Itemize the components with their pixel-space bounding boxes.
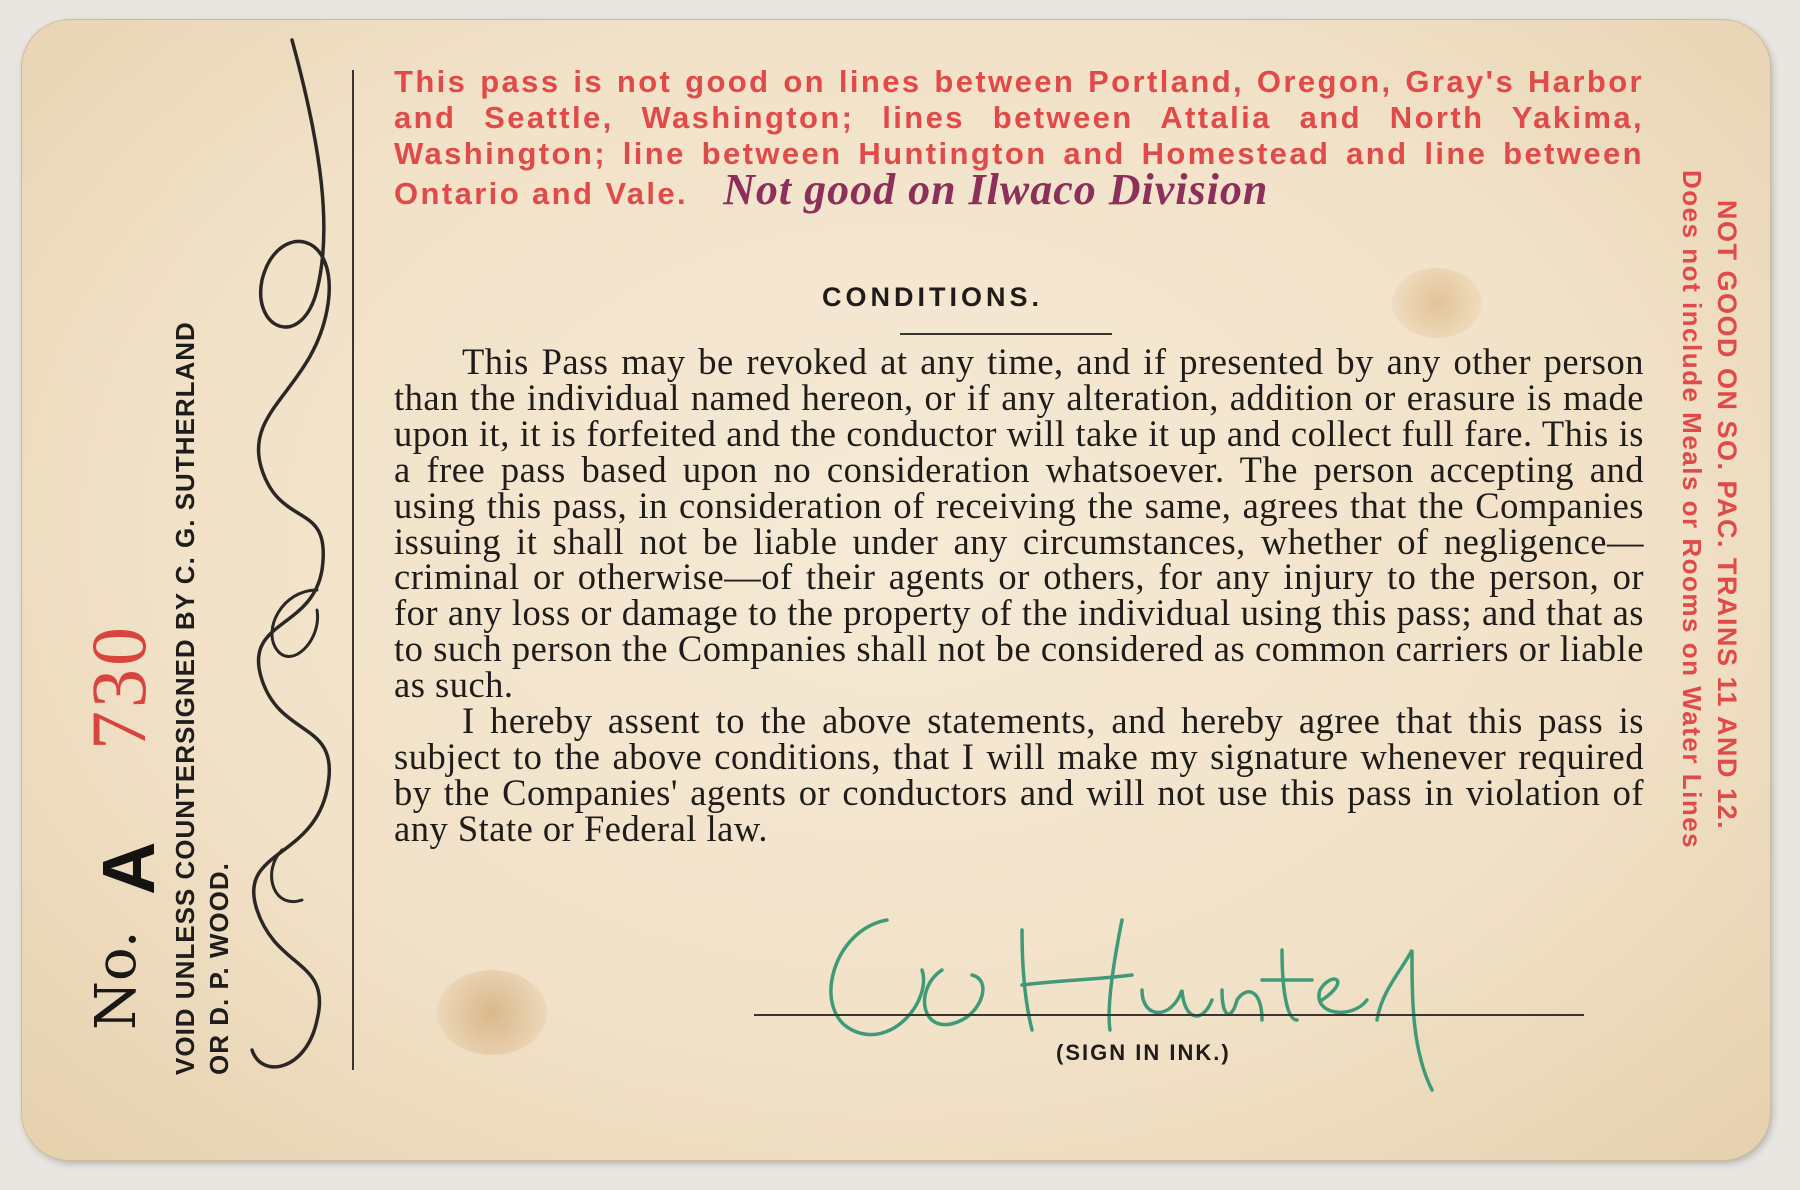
railroad-pass-card	[22, 20, 1770, 1160]
restriction-notice	[394, 64, 1644, 212]
void-unless-countersigned-text: VOID UNLESS COUNTERSIGNED BY C. G. SUTHERLAND	[170, 321, 200, 1075]
pass-number: 730	[75, 624, 162, 750]
countersignature-image	[222, 30, 362, 1110]
ilwaco-division-stamp: Not good on Ilwaco Division	[723, 165, 1269, 214]
meals-rooms-note: Does not include Meals or Rooms on Water Lines	[1677, 170, 1707, 850]
pass-number-label: No.	[84, 930, 149, 1030]
signature-line	[754, 1014, 1584, 1016]
assent-paragraph: I hereby assent to the above statements, and hereby agree that this pass is subject to the above conditions, that I will make my signature whenever required by the Companies' agents or conductors and will not use this pass in violation of any State or Federal law.	[394, 700, 1644, 849]
stain-mark	[437, 970, 547, 1055]
conditions-body	[394, 341, 1644, 849]
conditions-divider	[900, 333, 1112, 335]
pass-series-letter: A	[87, 841, 170, 895]
countersigner-alternate-text: OR D. P. WOOD.	[204, 862, 234, 1075]
sign-in-ink-label: (SIGN IN INK.)	[1056, 1040, 1231, 1065]
stain-mark	[1392, 268, 1482, 338]
conditions-paragraph: This Pass may be revoked at any time, and if presented by any other person than the individual named hereon, or if any alteration, addition or erasure is made upon it, it is forfeited and the conductor will take it up and collect full fare. This is a free pass based upon no consideration whatsoever. The person accepting and using this pass, in consideration of receiving the same, agrees that the Companies issuing it shall not be liable under any circumstances, whether of negligence—criminal or otherwise—of their agents or others, for any injury to the person, or for any loss or damage to the property of the individual using this pass; and that as to such person the Companies shall not be considered as common carriers or liable as such.	[394, 341, 1644, 706]
conditions-heading: CONDITIONS.	[822, 282, 1044, 312]
trains-restriction-note: NOT GOOD ON SO. PAC. TRAINS 11 AND 12.	[1712, 200, 1742, 831]
restriction-text: This pass is not good on lines between Portland, Oregon, Gray's Harbor and Seattle, Washington; lines between Attalia and North Yakima, Washington; line between Huntington and Homestead and line between Ontario and Vale.	[394, 64, 1644, 211]
stub-divider	[352, 70, 354, 1070]
holder-signature-image	[792, 890, 1532, 1130]
